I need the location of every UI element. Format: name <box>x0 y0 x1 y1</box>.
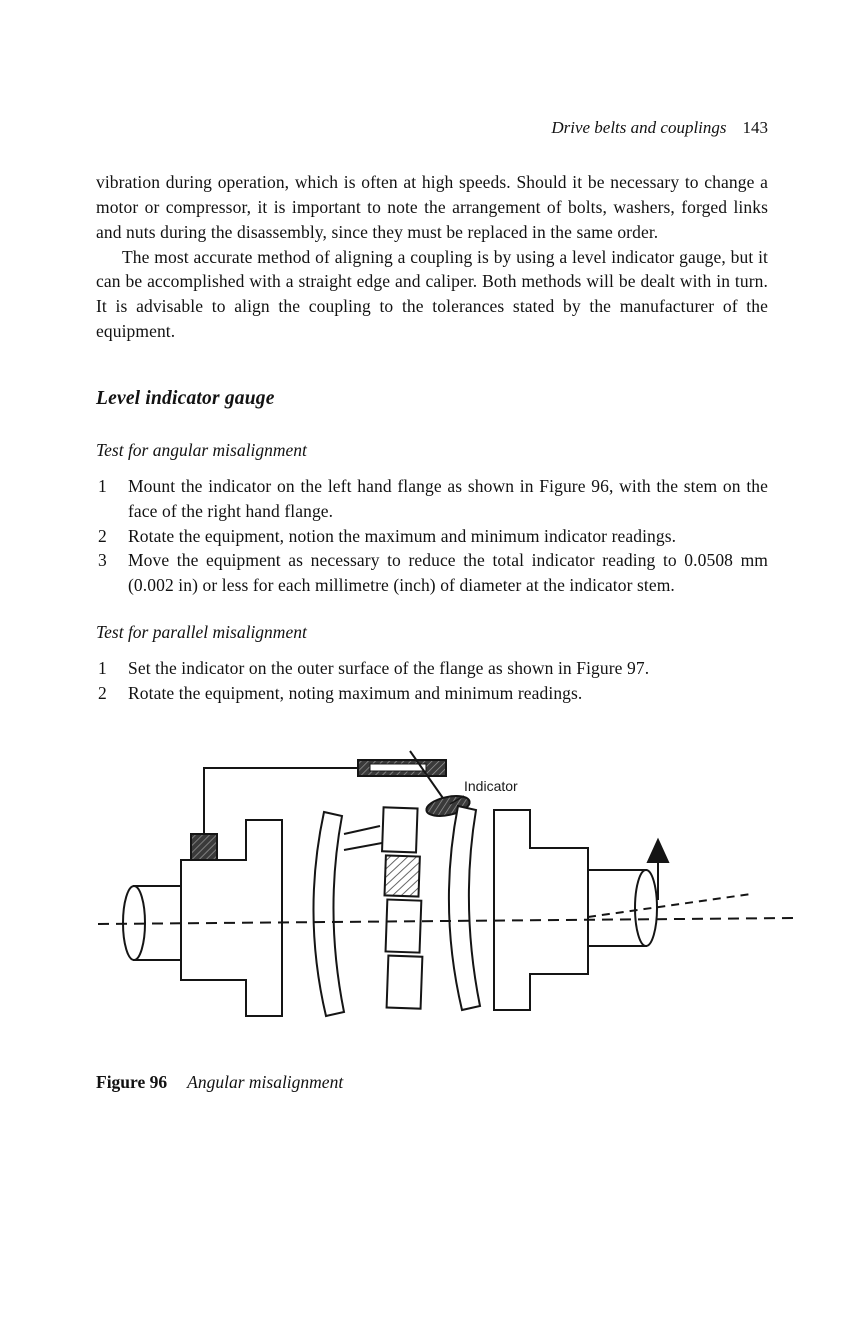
list-item <box>96 656 768 681</box>
link-line <box>344 843 382 850</box>
link-pack <box>377 807 428 1008</box>
body-paragraph-1: vibration during operation, which is often at high speeds. Should it be necessary to change a motor or compressor, it is important to note the arrangement of bolts, washers, forged links and nuts during the disassembly, since they must be replaced in the same order. <box>96 172 768 242</box>
list-number: 1 <box>98 475 107 496</box>
body-paragraph-2: The most accurate method of aligning a coupling is by using a level indicator gauge, but it can be accomplished with a straight edge and caliper. Both methods will be dealt with in turn. It is advisable to align the coupling to the tolerances stated by the manufacturer of the equipment. <box>96 246 768 342</box>
section-heading: Level indicator gauge <box>96 387 275 409</box>
right-flange <box>494 810 588 1010</box>
list-text: Move the equipment as necessary to reduce the total indicator reading to 0.0508 mm (0.002 in) or less for each millimetre (inch) of diameter at the indicator stem. <box>128 550 768 596</box>
subsection-heading-parallel: Test for parallel misalignment <box>96 622 307 643</box>
list-text: Rotate the equipment, noting maximum and minimum readings. <box>128 682 583 703</box>
coupling-disc-left <box>313 812 344 1016</box>
list-text: Set the indicator on the outer surface of the flange as shown in Figure 97. <box>128 658 650 679</box>
indicator-label: Indicator <box>464 777 518 794</box>
figure-96-diagram <box>96 750 796 1050</box>
list-number: 3 <box>98 550 107 571</box>
list-item <box>96 681 768 706</box>
running-header <box>96 118 768 138</box>
list-item <box>96 548 768 598</box>
coupling-diagram <box>96 750 796 1050</box>
list-text: Rotate the equipment, notion the maximum and minimum indicator readings. <box>128 525 677 546</box>
list-item <box>96 524 768 549</box>
page-number: 143 <box>742 118 768 137</box>
list-number: 1 <box>98 658 107 679</box>
figure-caption <box>96 1072 768 1093</box>
list-number: 2 <box>98 525 107 546</box>
indicator-clamp <box>358 760 446 776</box>
parallel-misalignment-steps <box>96 656 768 706</box>
subsection-heading-angular: Test for angular misalignment <box>96 439 307 460</box>
list-number: 2 <box>98 682 107 703</box>
header-title: Drive belts and couplings <box>551 118 727 137</box>
figure-caption-title: Angular misalignment <box>187 1071 344 1092</box>
coupling-disc-right <box>449 806 480 1010</box>
figure-caption-number: Figure 96 <box>96 1071 168 1092</box>
indicator-mount-block <box>191 834 217 860</box>
angular-misalignment-steps <box>96 474 768 598</box>
link-line <box>344 826 380 834</box>
list-text: Mount the indicator on the left hand flange as shown in Figure 96, with the stem on the face of the right hand flange. <box>128 475 768 521</box>
list-item <box>96 474 768 524</box>
